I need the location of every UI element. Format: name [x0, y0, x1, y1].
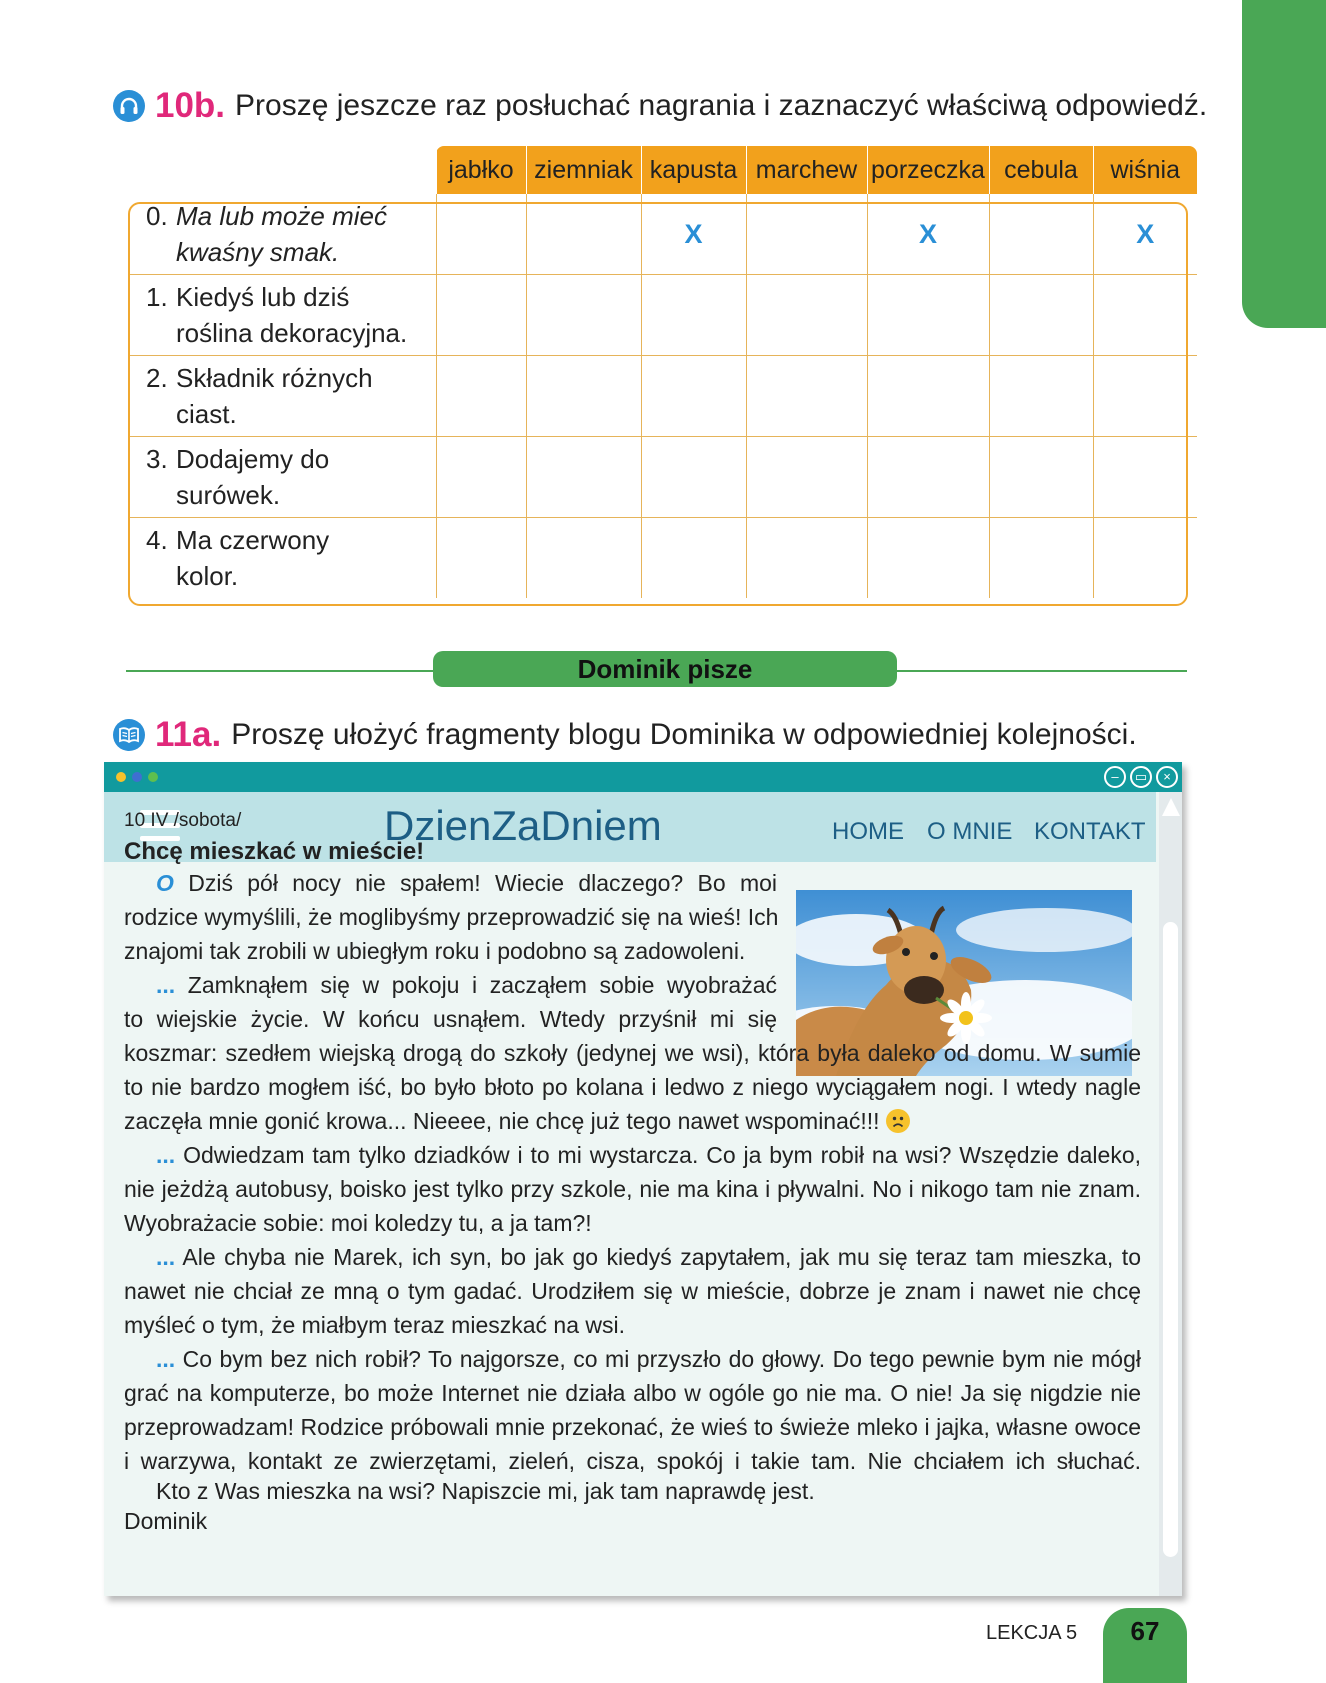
answer-cell[interactable] — [1093, 275, 1197, 356]
post-line: grać na komputerze, bo może Internet nie działa albo w ogóle go nie ma. O nie! Ja się nigdzie nie — [124, 1380, 1141, 1406]
row-question — [128, 194, 436, 275]
post-line: zaczęła mnie gonić krowa... Nieeee, nie chcę już tego nawet wspominać!!! — [124, 1108, 910, 1135]
exercise-10b-header — [113, 86, 1207, 126]
nav-contact[interactable]: KONTAKT — [1034, 818, 1146, 845]
table-corner — [128, 146, 436, 194]
column-header: jabłko — [436, 146, 526, 194]
headphones-icon — [113, 90, 145, 122]
gap-marker: ... — [156, 972, 176, 998]
answer-cell[interactable] — [526, 518, 641, 599]
row-text: surówek. — [176, 480, 281, 510]
table-row — [128, 356, 1197, 437]
answer-cell[interactable] — [746, 194, 867, 275]
post-line: przeprowadzam! Rodzice próbowali mnie przekonać, że wieś to świeże mleko i jajka, własne owoce — [124, 1414, 1141, 1440]
answer-mark: X — [918, 218, 937, 249]
answer-cell[interactable] — [641, 437, 746, 518]
answer-cell[interactable] — [641, 518, 746, 599]
post-line: rodzice wymyślili, że moglibyśmy przeprowadzić się na wieś! Ich — [124, 904, 779, 930]
post-closing: Kto z Was mieszka na wsi? Napiszcie mi, jak tam naprawdę jest. — [156, 1478, 815, 1504]
scroll-thumb[interactable] — [1163, 922, 1178, 1557]
post-line: to nie bardzo mogłem iść, bo było błoto po kolana i ledwo z niego wyciągałem nogi. I wtedy nagle — [124, 1074, 1141, 1100]
scroll-up-icon[interactable] — [1162, 798, 1180, 816]
post-line: ... Odwiedzam tam tylko dziadków i to mi wystarcza. Co ja bym robił na wsi? Wszędzie daleko, — [156, 1142, 1142, 1168]
row-number: 2. — [146, 363, 168, 393]
answer-cell[interactable] — [867, 275, 989, 356]
post-line: znajomi tak zrobili w ubiegłym roku i podobno są zadowoleni. — [124, 938, 746, 964]
section-title: Dominik pisze — [433, 651, 897, 687]
post-signature: Dominik — [124, 1508, 208, 1534]
row-text: Ma lub może mieć — [176, 201, 387, 231]
nav-about[interactable]: O MNIE — [927, 818, 1013, 845]
post-line: nie jeżdżą autobusy, boisko jest tylko przy szkole, nie ma kina i pływalni. No i nikogo tam nie znam. — [124, 1176, 1141, 1202]
answer-marker: O — [156, 870, 174, 896]
answer-cell[interactable] — [436, 518, 526, 599]
post-date: 10 IV /sobota/ — [124, 810, 242, 831]
page-number: 67 — [1103, 1608, 1187, 1683]
blog-brand[interactable]: DzienZaDniem — [384, 802, 662, 849]
table-row — [128, 518, 1197, 599]
answer-cell[interactable] — [641, 275, 746, 356]
answer-cell[interactable] — [746, 356, 867, 437]
answer-cell[interactable] — [526, 356, 641, 437]
row-number: 0. — [146, 201, 168, 231]
column-header: kapusta — [641, 146, 746, 194]
gap-marker: ... — [156, 1346, 176, 1372]
post-line: myśleć o tym, że miałbym teraz mieszkać na wsi. — [124, 1312, 626, 1338]
row-question — [128, 275, 436, 356]
post-line: ... Ale chyba nie Marek, ich syn, bo jak go kiedyś zapytałem, jak mu się teraz tam mieszka, to — [156, 1244, 1141, 1270]
window-dot-green — [148, 772, 158, 782]
column-header: wiśnia — [1093, 146, 1197, 194]
gap-marker: ... — [156, 1142, 176, 1168]
answer-cell[interactable] — [641, 356, 746, 437]
scrollbar[interactable] — [1159, 792, 1182, 1596]
column-header: ziemniak — [526, 146, 641, 194]
column-header: marchew — [746, 146, 867, 194]
post-line: ... Zamknąłem się w pokoju i zacząłem sobie wyobrażać — [156, 972, 777, 998]
answer-mark: X — [1136, 218, 1155, 249]
column-header: porzeczka — [867, 146, 989, 194]
answer-cell[interactable] — [641, 194, 746, 275]
post-line: nawet nie chciał ze mną o tym gadać. Urodziłem się w mieście, dobrze je znam i nawet nie chcę — [124, 1278, 1141, 1304]
sad-face-icon — [886, 1109, 910, 1133]
answer-cell[interactable] — [1093, 194, 1197, 275]
gap-marker: ... — [156, 1244, 176, 1270]
answer-cell[interactable] — [867, 356, 989, 437]
window-dot-blue — [132, 772, 142, 782]
answer-cell[interactable] — [867, 518, 989, 599]
post-title: Chcę mieszkać w mieście! — [124, 838, 425, 865]
exercise-number: 10b. — [155, 86, 226, 125]
answer-cell[interactable] — [436, 275, 526, 356]
answer-cell[interactable] — [1093, 437, 1197, 518]
answer-cell[interactable] — [526, 194, 641, 275]
row-text: kwaśny smak. — [176, 237, 340, 267]
row-text: roślina dekoracyjna. — [176, 318, 408, 348]
answer-cell[interactable] — [867, 194, 989, 275]
answer-cell[interactable] — [526, 275, 641, 356]
answer-cell[interactable] — [436, 356, 526, 437]
post-line: Wyobrażacie sobie: moi koledzy tu, a ja tam?! — [124, 1210, 592, 1236]
row-text: Ma czerwony — [176, 525, 330, 555]
maximize-icon[interactable]: ▭ — [1130, 766, 1152, 788]
post-line: i warzywa, kontakt ze zwierzętami, zieleń, cisza, spokój i takie tam. Nie chciałem ich słuchać. — [124, 1448, 1141, 1474]
answer-cell[interactable] — [1093, 518, 1197, 599]
nav-home[interactable]: HOME — [832, 818, 904, 845]
exercise-number: 11a. — [155, 715, 222, 754]
exercise-11a-header — [113, 715, 1137, 755]
table-row — [128, 275, 1197, 356]
blog-window — [104, 762, 1182, 1596]
divider-left — [126, 670, 436, 672]
post-line: to wiejskie życie. W końcu usnąłem. Wtedy przyśnił mi się — [124, 1006, 777, 1032]
row-question — [128, 518, 436, 599]
close-icon[interactable]: × — [1156, 766, 1178, 788]
answer-mark: X — [684, 218, 703, 249]
post-line: O Dziś pół nocy nie spałem! Wiecie dlaczego? Bo moi — [156, 870, 778, 896]
answer-cell[interactable] — [746, 275, 867, 356]
answer-cell[interactable] — [989, 437, 1093, 518]
book-icon — [113, 719, 145, 751]
row-question — [128, 437, 436, 518]
divider-right — [895, 670, 1187, 672]
answer-cell[interactable] — [989, 275, 1093, 356]
table-row — [128, 437, 1197, 518]
answer-cell[interactable] — [746, 437, 867, 518]
window-dot-yellow — [116, 772, 126, 782]
answer-cell[interactable] — [436, 437, 526, 518]
row-number: 3. — [146, 444, 168, 474]
row-text: Kiedyś lub dziś — [176, 282, 350, 312]
row-text: ciast. — [176, 399, 237, 429]
row-number: 4. — [146, 525, 168, 555]
row-text: Dodajemy do — [176, 444, 330, 474]
post-line: koszmar: szedłem wiejską drogą do szkoły (jedynej we wsi), która była daleko od domu. W sumie — [124, 1040, 1141, 1066]
exercise-instruction: Proszę jeszcze raz posłuchać nagrania i zaznaczyć właściwą odpowiedź. — [235, 89, 1208, 122]
row-number: 1. — [146, 282, 168, 312]
answer-cell[interactable] — [989, 518, 1093, 599]
post-line: ... Co bym bez nich robił? To najgorsze, co mi przyszło do głowy. Do tego pewnie bym nie mógł — [156, 1346, 1141, 1372]
exercise-instruction: Proszę ułożyć fragmenty blogu Dominika w odpowiedniej kolejności. — [231, 718, 1137, 751]
lesson-label: LEKCJA 5 — [986, 1622, 1078, 1644]
answer-cell[interactable] — [989, 194, 1093, 275]
row-text: Składnik różnych — [176, 363, 373, 393]
answer-cell[interactable] — [989, 356, 1093, 437]
answer-table — [128, 146, 1197, 598]
answer-cell[interactable] — [526, 437, 641, 518]
answer-cell[interactable] — [746, 518, 867, 599]
chapter-tab — [1242, 0, 1326, 328]
table-row — [128, 194, 1197, 275]
answer-cell[interactable] — [1093, 356, 1197, 437]
column-header: cebula — [989, 146, 1093, 194]
row-question — [128, 356, 436, 437]
minimize-icon[interactable]: – — [1104, 766, 1126, 788]
row-text: kolor. — [176, 561, 239, 591]
answer-cell[interactable] — [436, 194, 526, 275]
answer-cell[interactable] — [867, 437, 989, 518]
window-titlebar — [104, 762, 1182, 792]
